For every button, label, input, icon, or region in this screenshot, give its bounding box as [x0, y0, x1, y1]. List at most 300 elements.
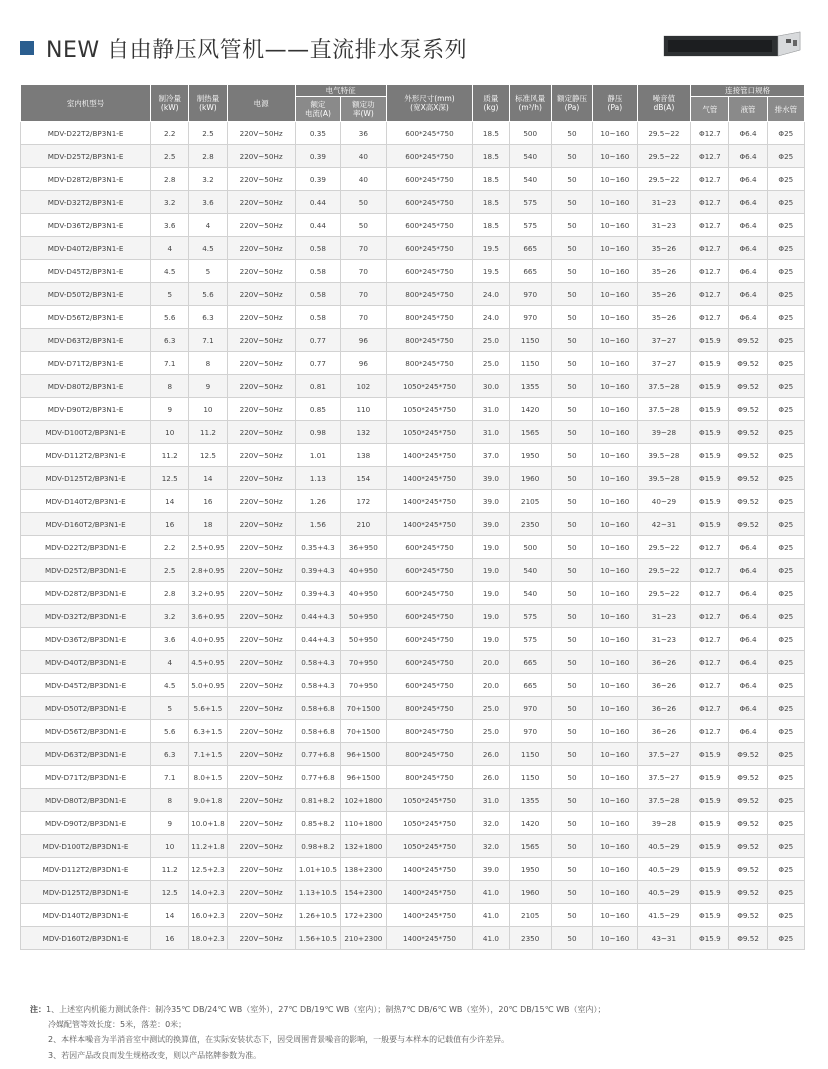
cell-heating: 9 — [189, 375, 227, 398]
cell-power: 220V~50Hz — [227, 214, 295, 237]
cell-static-rated: 50 — [551, 697, 592, 720]
cell-gas-pipe: Φ12.7 — [691, 237, 729, 260]
cell-rated-power: 50+950 — [341, 628, 386, 651]
cell-model: MDV-D25T2/BP3N1-E — [21, 145, 151, 168]
cell-dimensions: 600*245*750 — [386, 214, 473, 237]
cell-static-range: 10~160 — [593, 766, 637, 789]
cell-rated-current: 0.35 — [295, 122, 340, 145]
table-row — [21, 812, 805, 835]
cell-drain-pipe: Φ25 — [767, 237, 804, 260]
cell-airflow: 575 — [509, 191, 551, 214]
cell-model: MDV-D28T2/BP3N1-E — [21, 168, 151, 191]
cell-gas-pipe: Φ15.9 — [691, 789, 729, 812]
cell-model: MDV-D63T2/BP3N1-E — [21, 329, 151, 352]
cell-liquid-pipe: Φ6.4 — [729, 306, 767, 329]
cell-static-rated: 50 — [551, 421, 592, 444]
cell-airflow: 500 — [509, 122, 551, 145]
cell-heating: 18 — [189, 513, 227, 536]
table-row — [21, 651, 805, 674]
cell-dimensions: 800*245*750 — [386, 766, 473, 789]
title-bar — [20, 30, 467, 66]
cell-static-rated: 50 — [551, 582, 592, 605]
cell-model: MDV-D50T2/BP3N1-E — [21, 283, 151, 306]
cell-airflow: 540 — [509, 145, 551, 168]
cell-noise: 29.5~22 — [637, 582, 691, 605]
cell-gas-pipe: Φ12.7 — [691, 651, 729, 674]
title-marker — [20, 41, 34, 55]
cell-liquid-pipe: Φ9.52 — [729, 835, 767, 858]
cell-model: MDV-D112T2/BP3DN1-E — [21, 858, 151, 881]
cell-model: MDV-D90T2/BP3DN1-E — [21, 812, 151, 835]
cell-static-range: 10~160 — [593, 329, 637, 352]
cell-static-rated: 50 — [551, 398, 592, 421]
table-row — [21, 674, 805, 697]
table-row — [21, 513, 805, 536]
cell-noise: 29.5~22 — [637, 559, 691, 582]
cell-drain-pipe: Φ25 — [767, 605, 804, 628]
cell-model: MDV-D63T2/BP3DN1-E — [21, 743, 151, 766]
cell-drain-pipe: Φ25 — [767, 444, 804, 467]
cell-rated-power: 102+1800 — [341, 789, 386, 812]
cell-power: 220V~50Hz — [227, 927, 295, 950]
cell-noise: 40~29 — [637, 490, 691, 513]
cell-liquid-pipe: Φ9.52 — [729, 490, 767, 513]
cell-cooling: 10 — [151, 421, 189, 444]
cell-rated-power: 172+2300 — [341, 904, 386, 927]
cell-airflow: 1950 — [509, 858, 551, 881]
cell-power: 220V~50Hz — [227, 628, 295, 651]
header-weight: 质量 (kg) — [473, 85, 509, 122]
cell-model: MDV-D125T2/BP3N1-E — [21, 467, 151, 490]
cell-rated-current: 0.39 — [295, 168, 340, 191]
cell-noise: 37.5~28 — [637, 398, 691, 421]
cell-airflow: 1950 — [509, 444, 551, 467]
cell-dimensions: 600*245*750 — [386, 674, 473, 697]
cell-weight: 25.0 — [473, 329, 509, 352]
cell-weight: 24.0 — [473, 306, 509, 329]
cell-rated-current: 1.01+10.5 — [295, 858, 340, 881]
cell-power: 220V~50Hz — [227, 444, 295, 467]
cell-static-rated: 50 — [551, 329, 592, 352]
cell-power: 220V~50Hz — [227, 858, 295, 881]
cell-liquid-pipe: Φ9.52 — [729, 375, 767, 398]
cell-power: 220V~50Hz — [227, 674, 295, 697]
cell-cooling: 3.6 — [151, 214, 189, 237]
cell-noise: 40.5~29 — [637, 835, 691, 858]
cell-static-rated: 50 — [551, 283, 592, 306]
cell-drain-pipe: Φ25 — [767, 766, 804, 789]
cell-gas-pipe: Φ12.7 — [691, 214, 729, 237]
cell-gas-pipe: Φ12.7 — [691, 720, 729, 743]
cell-weight: 25.0 — [473, 697, 509, 720]
cell-noise: 41.5~29 — [637, 904, 691, 927]
cell-airflow: 500 — [509, 536, 551, 559]
cell-airflow: 1355 — [509, 789, 551, 812]
cell-model: MDV-D80T2/BP3DN1-E — [21, 789, 151, 812]
cell-airflow: 1150 — [509, 329, 551, 352]
cell-drain-pipe: Φ25 — [767, 881, 804, 904]
cell-dimensions: 800*245*750 — [386, 283, 473, 306]
cell-liquid-pipe: Φ6.4 — [729, 559, 767, 582]
cell-rated-power: 70+1500 — [341, 697, 386, 720]
cell-dimensions: 600*245*750 — [386, 651, 473, 674]
cell-dimensions: 600*245*750 — [386, 145, 473, 168]
cell-liquid-pipe: Φ9.52 — [729, 789, 767, 812]
cell-drain-pipe: Φ25 — [767, 490, 804, 513]
cell-gas-pipe: Φ12.7 — [691, 697, 729, 720]
cell-cooling: 6.3 — [151, 329, 189, 352]
cell-static-rated: 50 — [551, 191, 592, 214]
cell-power: 220V~50Hz — [227, 398, 295, 421]
table-row — [21, 375, 805, 398]
cell-noise: 36~26 — [637, 674, 691, 697]
cell-static-rated: 50 — [551, 145, 592, 168]
cell-gas-pipe: Φ15.9 — [691, 444, 729, 467]
cell-rated-power: 40 — [341, 168, 386, 191]
cell-drain-pipe: Φ25 — [767, 329, 804, 352]
cell-dimensions: 800*245*750 — [386, 743, 473, 766]
cell-noise: 39~28 — [637, 421, 691, 444]
cell-static-range: 10~160 — [593, 444, 637, 467]
cell-heating: 6.3+1.5 — [189, 720, 227, 743]
cell-static-rated: 50 — [551, 559, 592, 582]
cell-power: 220V~50Hz — [227, 421, 295, 444]
cell-cooling: 2.5 — [151, 145, 189, 168]
cell-heating: 7.1 — [189, 329, 227, 352]
cell-power: 220V~50Hz — [227, 835, 295, 858]
note-2: 2、本样本噪音为半消音室中测试的换算值，在实际安装状态下，因受周围背景噪音的影响，一般要与本样本的记载值有少许差异。 — [48, 1035, 510, 1045]
cell-dimensions: 600*245*750 — [386, 122, 473, 145]
cell-static-range: 10~160 — [593, 467, 637, 490]
cell-static-range: 10~160 — [593, 858, 637, 881]
cell-static-rated: 50 — [551, 306, 592, 329]
cell-cooling: 5.6 — [151, 306, 189, 329]
cell-dimensions: 600*245*750 — [386, 628, 473, 651]
cell-rated-power: 40 — [341, 145, 386, 168]
header-static-range: 静压 (Pa) — [593, 85, 637, 122]
cell-gas-pipe: Φ15.9 — [691, 743, 729, 766]
cell-drain-pipe: Φ25 — [767, 743, 804, 766]
cell-drain-pipe: Φ25 — [767, 812, 804, 835]
cell-liquid-pipe: Φ6.4 — [729, 145, 767, 168]
cell-gas-pipe: Φ15.9 — [691, 329, 729, 352]
cell-rated-current: 0.77 — [295, 352, 340, 375]
cell-rated-current: 1.56 — [295, 513, 340, 536]
table-row — [21, 467, 805, 490]
cell-noise: 40.5~29 — [637, 858, 691, 881]
cell-power: 220V~50Hz — [227, 375, 295, 398]
cell-weight: 32.0 — [473, 812, 509, 835]
cell-static-range: 10~160 — [593, 168, 637, 191]
cell-gas-pipe: Φ15.9 — [691, 421, 729, 444]
cell-static-range: 10~160 — [593, 237, 637, 260]
table-row — [21, 444, 805, 467]
table-row — [21, 559, 805, 582]
cell-static-range: 10~160 — [593, 398, 637, 421]
cell-static-rated: 50 — [551, 444, 592, 467]
cell-cooling: 14 — [151, 904, 189, 927]
cell-cooling: 8 — [151, 789, 189, 812]
cell-model: MDV-D45T2/BP3DN1-E — [21, 674, 151, 697]
cell-rated-power: 102 — [341, 375, 386, 398]
cell-rated-power: 154 — [341, 467, 386, 490]
cell-heating: 12.5+2.3 — [189, 858, 227, 881]
cell-liquid-pipe: Φ6.4 — [729, 605, 767, 628]
cell-model: MDV-D100T2/BP3N1-E — [21, 421, 151, 444]
cell-static-rated: 50 — [551, 904, 592, 927]
cell-gas-pipe: Φ12.7 — [691, 605, 729, 628]
cell-cooling: 2.2 — [151, 122, 189, 145]
cell-static-rated: 50 — [551, 168, 592, 191]
cell-dimensions: 800*245*750 — [386, 329, 473, 352]
cell-rated-current: 0.39+4.3 — [295, 559, 340, 582]
table-row — [21, 490, 805, 513]
cell-drain-pipe: Φ25 — [767, 559, 804, 582]
cell-airflow: 540 — [509, 559, 551, 582]
cell-rated-current: 0.44 — [295, 191, 340, 214]
header-model: 室内机型号 — [21, 85, 151, 122]
cell-heating: 11.2 — [189, 421, 227, 444]
cell-rated-power: 36 — [341, 122, 386, 145]
cell-dimensions: 1050*245*750 — [386, 375, 473, 398]
cell-heating: 9.0+1.8 — [189, 789, 227, 812]
cell-airflow: 970 — [509, 283, 551, 306]
cell-heating: 5.6 — [189, 283, 227, 306]
cell-weight: 39.0 — [473, 467, 509, 490]
note-1 — [30, 1002, 810, 1017]
cell-static-rated: 50 — [551, 352, 592, 375]
cell-power: 220V~50Hz — [227, 720, 295, 743]
cell-drain-pipe: Φ25 — [767, 582, 804, 605]
cell-drain-pipe: Φ25 — [767, 536, 804, 559]
cell-heating: 4.5+0.95 — [189, 651, 227, 674]
cell-dimensions: 1400*245*750 — [386, 513, 473, 536]
cell-airflow: 665 — [509, 674, 551, 697]
cell-drain-pipe: Φ25 — [767, 352, 804, 375]
cell-airflow: 665 — [509, 237, 551, 260]
cell-airflow: 2105 — [509, 490, 551, 513]
cell-rated-current: 1.26+10.5 — [295, 904, 340, 927]
cell-static-rated: 50 — [551, 858, 592, 881]
cell-heating: 10 — [189, 398, 227, 421]
cell-weight: 18.5 — [473, 191, 509, 214]
cell-weight: 19.0 — [473, 628, 509, 651]
cell-model: MDV-D80T2/BP3N1-E — [21, 375, 151, 398]
notes-lead: 注： — [30, 1005, 46, 1014]
cell-noise: 39~28 — [637, 812, 691, 835]
header-pipe-conn: 连接管口规格 — [691, 85, 805, 97]
cell-rated-power: 40+950 — [341, 582, 386, 605]
cell-airflow: 2350 — [509, 927, 551, 950]
cell-liquid-pipe: Φ9.52 — [729, 743, 767, 766]
cell-static-range: 10~160 — [593, 421, 637, 444]
cell-noise: 36~26 — [637, 697, 691, 720]
cell-dimensions: 600*245*750 — [386, 559, 473, 582]
cell-noise: 31~23 — [637, 628, 691, 651]
cell-static-rated: 50 — [551, 674, 592, 697]
cell-static-range: 10~160 — [593, 536, 637, 559]
cell-static-range: 10~160 — [593, 283, 637, 306]
cell-rated-power: 70 — [341, 260, 386, 283]
cell-cooling: 11.2 — [151, 858, 189, 881]
table-row — [21, 168, 805, 191]
cell-rated-power: 50 — [341, 191, 386, 214]
table-row — [21, 628, 805, 651]
cell-drain-pipe: Φ25 — [767, 858, 804, 881]
cell-liquid-pipe: Φ9.52 — [729, 812, 767, 835]
cell-gas-pipe: Φ15.9 — [691, 490, 729, 513]
note-1-text: 1、上述室内机能力测试条件：制冷35℃ DB/24℃ WB（室外），27℃ DB/19℃ WB（室内）；制热7℃ DB/6℃ WB（室外），20℃ DB/15℃ WB（室内）； — [46, 1005, 606, 1014]
cell-drain-pipe: Φ25 — [767, 628, 804, 651]
cell-rated-power: 70+950 — [341, 651, 386, 674]
page-title: NEW 自由静压风管机——直流排水泵系列 — [46, 37, 468, 63]
cell-drain-pipe: Φ25 — [767, 375, 804, 398]
cell-gas-pipe: Φ12.7 — [691, 536, 729, 559]
cell-heating: 6.3 — [189, 306, 227, 329]
cell-drain-pipe: Φ25 — [767, 674, 804, 697]
cell-airflow: 575 — [509, 214, 551, 237]
cell-heating: 14 — [189, 467, 227, 490]
cell-model: MDV-D140T2/BP3N1-E — [21, 490, 151, 513]
table-row — [21, 306, 805, 329]
cell-weight: 19.0 — [473, 605, 509, 628]
cell-rated-current: 0.58 — [295, 306, 340, 329]
cell-airflow: 1150 — [509, 743, 551, 766]
cell-airflow: 540 — [509, 582, 551, 605]
cell-static-range: 10~160 — [593, 789, 637, 812]
cell-liquid-pipe: Φ9.52 — [729, 904, 767, 927]
table-row — [21, 904, 805, 927]
cell-liquid-pipe: Φ9.52 — [729, 881, 767, 904]
cell-noise: 39.5~28 — [637, 444, 691, 467]
cell-model: MDV-D25T2/BP3DN1-E — [21, 559, 151, 582]
cell-static-rated: 50 — [551, 605, 592, 628]
cell-static-range: 10~160 — [593, 881, 637, 904]
cell-airflow: 665 — [509, 651, 551, 674]
table-row — [21, 352, 805, 375]
table-row — [21, 858, 805, 881]
table-row — [21, 536, 805, 559]
cell-noise: 29.5~22 — [637, 536, 691, 559]
cell-weight: 24.0 — [473, 283, 509, 306]
cell-rated-current: 0.58+4.3 — [295, 674, 340, 697]
cell-static-range: 10~160 — [593, 605, 637, 628]
cell-cooling: 4 — [151, 237, 189, 260]
cell-dimensions: 1400*245*750 — [386, 444, 473, 467]
cell-heating: 3.6+0.95 — [189, 605, 227, 628]
cell-dimensions: 600*245*750 — [386, 191, 473, 214]
cell-power: 220V~50Hz — [227, 490, 295, 513]
cell-liquid-pipe: Φ6.4 — [729, 720, 767, 743]
cell-static-range: 10~160 — [593, 651, 637, 674]
cell-rated-power: 110 — [341, 398, 386, 421]
cell-rated-current: 1.13+10.5 — [295, 881, 340, 904]
cell-rated-power: 138 — [341, 444, 386, 467]
cell-noise: 29.5~22 — [637, 122, 691, 145]
header-drain: 排水管 — [767, 97, 804, 122]
cell-rated-current: 0.77+6.8 — [295, 743, 340, 766]
cell-liquid-pipe: Φ6.4 — [729, 168, 767, 191]
note-1b: 冷媒配管等效长度：5米，落差：0米； — [48, 1020, 187, 1030]
cell-gas-pipe: Φ12.7 — [691, 283, 729, 306]
cell-heating: 10.0+1.8 — [189, 812, 227, 835]
table-row — [21, 927, 805, 950]
cell-static-range: 10~160 — [593, 260, 637, 283]
cell-static-range: 10~160 — [593, 697, 637, 720]
cell-power: 220V~50Hz — [227, 812, 295, 835]
cell-cooling: 2.8 — [151, 168, 189, 191]
cell-power: 220V~50Hz — [227, 582, 295, 605]
cell-model: MDV-D40T2/BP3N1-E — [21, 237, 151, 260]
cell-rated-power: 70 — [341, 237, 386, 260]
cell-dimensions: 800*245*750 — [386, 720, 473, 743]
cell-model: MDV-D28T2/BP3DN1-E — [21, 582, 151, 605]
cell-power: 220V~50Hz — [227, 536, 295, 559]
cell-liquid-pipe: Φ6.4 — [729, 237, 767, 260]
cell-static-range: 10~160 — [593, 352, 637, 375]
cell-static-rated: 50 — [551, 720, 592, 743]
cell-static-rated: 50 — [551, 628, 592, 651]
cell-dimensions: 1400*245*750 — [386, 904, 473, 927]
table-row — [21, 329, 805, 352]
cell-cooling: 6.3 — [151, 743, 189, 766]
cell-power: 220V~50Hz — [227, 329, 295, 352]
cell-liquid-pipe: Φ9.52 — [729, 398, 767, 421]
cell-heating: 16 — [189, 490, 227, 513]
cell-model: MDV-D45T2/BP3N1-E — [21, 260, 151, 283]
cell-rated-power: 172 — [341, 490, 386, 513]
cell-rated-power: 50 — [341, 214, 386, 237]
cell-drain-pipe: Φ25 — [767, 168, 804, 191]
cell-static-rated: 50 — [551, 375, 592, 398]
cell-static-range: 10~160 — [593, 904, 637, 927]
cell-noise: 42~31 — [637, 513, 691, 536]
cell-static-range: 10~160 — [593, 306, 637, 329]
cell-power: 220V~50Hz — [227, 559, 295, 582]
cell-rated-power: 70 — [341, 306, 386, 329]
cell-noise: 37.5~27 — [637, 743, 691, 766]
cell-airflow: 575 — [509, 628, 551, 651]
cell-power: 220V~50Hz — [227, 513, 295, 536]
cell-liquid-pipe: Φ6.4 — [729, 191, 767, 214]
cell-model: MDV-D56T2/BP3DN1-E — [21, 720, 151, 743]
cell-gas-pipe: Φ15.9 — [691, 812, 729, 835]
cell-static-rated: 50 — [551, 260, 592, 283]
cell-weight: 18.5 — [473, 168, 509, 191]
cell-drain-pipe: Φ25 — [767, 191, 804, 214]
cell-static-range: 10~160 — [593, 191, 637, 214]
cell-gas-pipe: Φ15.9 — [691, 352, 729, 375]
cell-model: MDV-D56T2/BP3N1-E — [21, 306, 151, 329]
cell-gas-pipe: Φ12.7 — [691, 559, 729, 582]
cell-cooling: 7.1 — [151, 766, 189, 789]
cell-static-rated: 50 — [551, 835, 592, 858]
cell-weight: 31.0 — [473, 421, 509, 444]
cell-weight: 25.0 — [473, 352, 509, 375]
cell-drain-pipe: Φ25 — [767, 214, 804, 237]
header-rated-current: 额定 电流(A) — [295, 97, 340, 122]
table-row — [21, 835, 805, 858]
cell-weight: 41.0 — [473, 927, 509, 950]
cell-cooling: 12.5 — [151, 467, 189, 490]
cell-rated-power: 70+950 — [341, 674, 386, 697]
cell-liquid-pipe: Φ6.4 — [729, 536, 767, 559]
cell-gas-pipe: Φ15.9 — [691, 375, 729, 398]
cell-rated-current: 0.58+6.8 — [295, 720, 340, 743]
cell-dimensions: 1400*245*750 — [386, 467, 473, 490]
cell-liquid-pipe: Φ9.52 — [729, 766, 767, 789]
spec-table-body — [21, 122, 805, 950]
